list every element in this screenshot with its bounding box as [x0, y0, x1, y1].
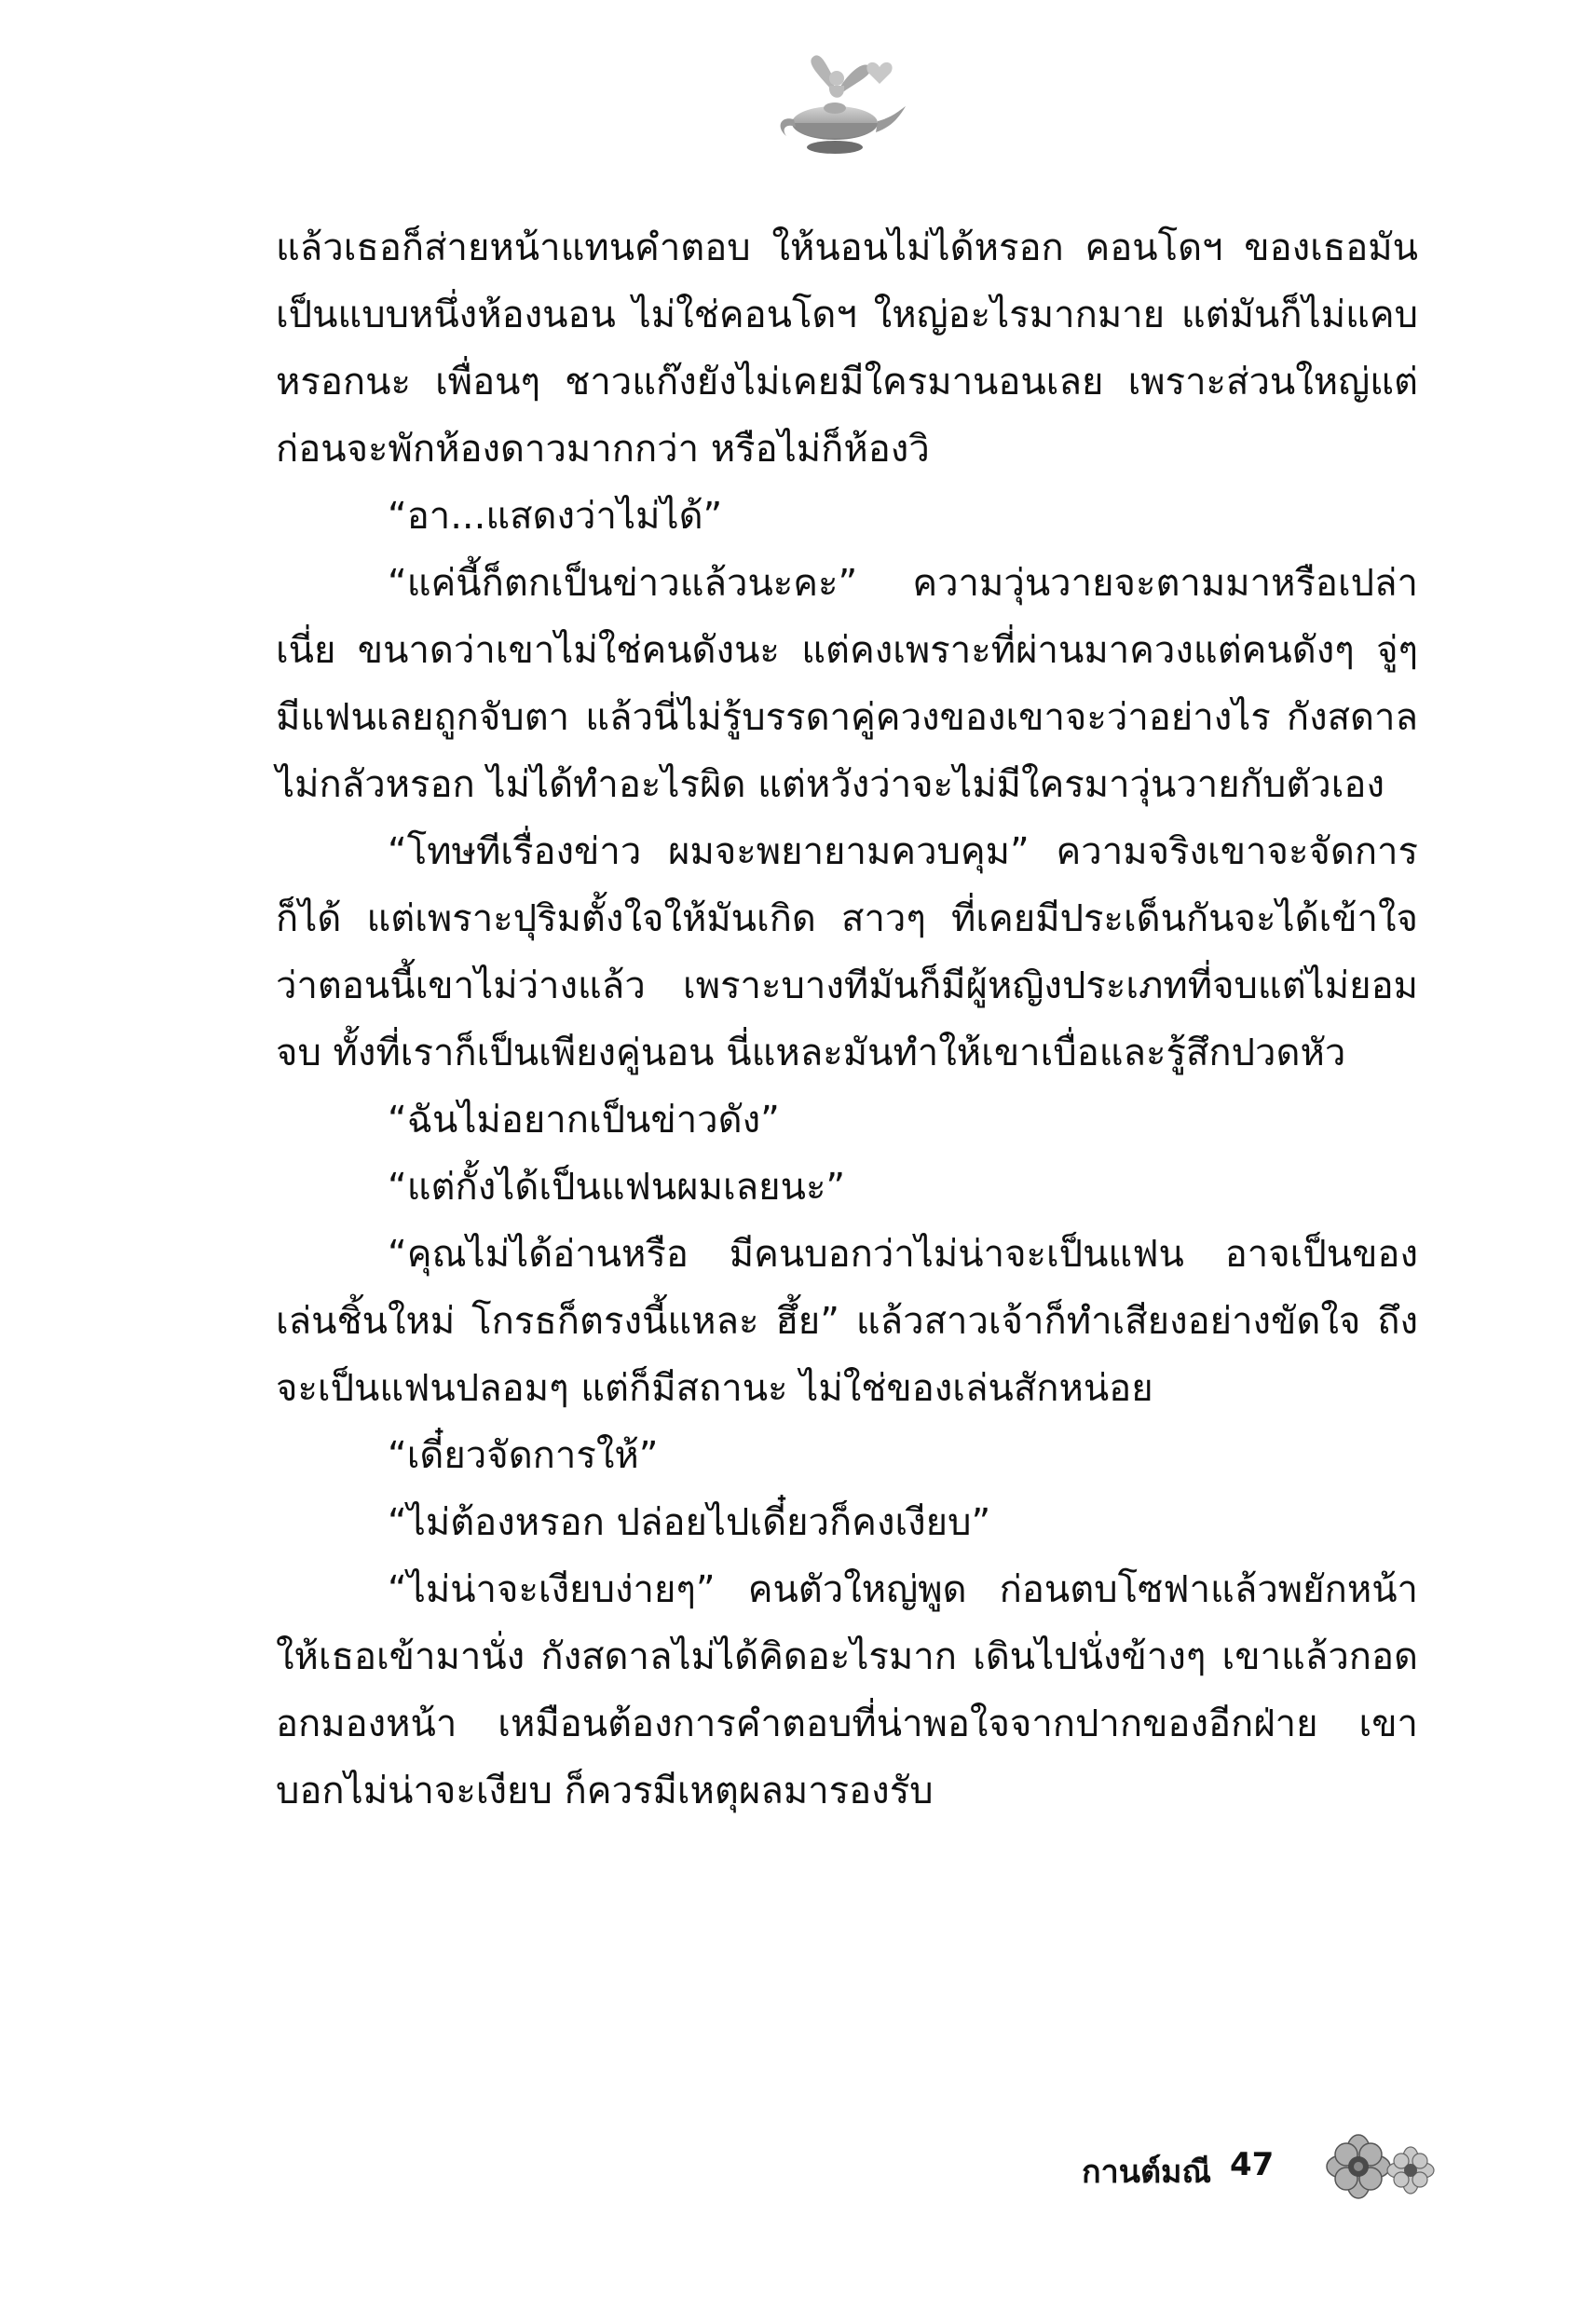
paragraph: “ฉันไม่อยากเป็นข่าวดัง”: [388, 1099, 780, 1142]
paragraph: แล้วเธอก็ส่ายหน้าแทนคำตอบ ให้นอนไม่ได้หรอก คอนโดฯ ของเธอมันเป็นแบบหนึ่งห้องนอน ไม่ใช่คอนโดฯ ใหญ่อะไรมากมาย แต่มันก็ไม่แคบหรอกนะ เพื่อนๆ ชาวแก๊งยังไม่เคยมีใครมานอนเลย เพราะส่วนใหญ่แต่ก่อนจะพักห้องดาวมากกว่า หรือไม่ก็ห้องวิ: [276, 226, 1418, 471]
book-title: กานต์มณี: [1082, 2154, 1211, 2191]
paragraph: “โทษทีเรื่องข่าว ผมจะพยายามควบคุม” ความจริงเขาจะจัดการก็ได้ แต่เพราะปุริมตั้งใจให้มันเกิด สาวๆ ที่เคยมีประเด็นกันจะได้เข้าใจว่าตอนนี้เขาไม่ว่างแล้ว เพราะบางทีมันก็มีผู้หญิงประเภทที่จบแต่ไม่ยอมจบ ทั้งที่เราก็เป็นเพียงคู่นอน นี่แหละมันทำให้เขาเบื่อและรู้สึกปวดหัว: [276, 830, 1418, 1074]
paragraph: “ไม่น่าจะเงียบง่ายๆ” คนตัวใหญ่พูด ก่อนตบโซฟาแล้วพยักหน้าให้เธอเข้ามานั่ง กังสดาลไม่ได้คิดอะไรมาก เดินไปนั่งข้างๆ เขาแล้วกอดอกมองหน้า เหมือนต้องการคำตอบที่น่าพอใจจากปากของอีกฝ่าย เขาบอกไม่น่าจะเงียบ ก็ควรมีเหตุผลมารองรับ: [276, 1568, 1418, 1812]
paragraph: “คุณไม่ได้อ่านหรือ มีคนบอกว่าไม่น่าจะเป็นแฟน อาจเป็นของเล่นชิ้นใหม่ โกรธก็ตรงนี้แหละ ฮึ้ย” แล้วสาวเจ้าก็ทำเสียงอย่างขัดใจ ถึงจะเป็นแฟนปลอมๆ แต่ก็มีสถานะ ไม่ใช่ของเล่นสักหน่อย: [276, 1233, 1418, 1410]
paragraph: “แต่กั้งได้เป็นแฟนผมเลยนะ”: [388, 1166, 846, 1209]
body-text: [276, 214, 1418, 1825]
paragraph: “ไม่ต้องหรอก ปล่อยไปเดี๋ยวก็คงเงียบ”: [388, 1501, 991, 1544]
page-number: 47: [1230, 2146, 1275, 2183]
paragraph: “แค่นี้ก็ตกเป็นข่าวแล้วนะคะ” ความวุ่นวายจะตามมาหรือเปล่าเนี่ย ขนาดว่าเขาไม่ใช่คนดังนะ แต่คงเพราะที่ผ่านมาควงแต่คนดังๆ จู่ๆ มีแฟนเลยถูกจับตา แล้วนี่ไม่รู้บรรดาคู่ควงของเขาจะว่าอย่างไร กังสดาลไม่กลัวหรอก ไม่ได้ทำอะไรผิด แต่หวังว่าจะไม่มีใครมาวุ่นวายกับตัวเอง: [276, 562, 1418, 806]
cupid-teapot-ornament-icon: [760, 54, 909, 161]
paragraph: “อา...แสดงว่าไม่ได้”: [388, 495, 723, 538]
page-footer: [1044, 2129, 1435, 2204]
flower-ornament-icon: [1314, 2129, 1435, 2204]
paragraph: “เดี๋ยวจัดการให้”: [388, 1434, 659, 1477]
